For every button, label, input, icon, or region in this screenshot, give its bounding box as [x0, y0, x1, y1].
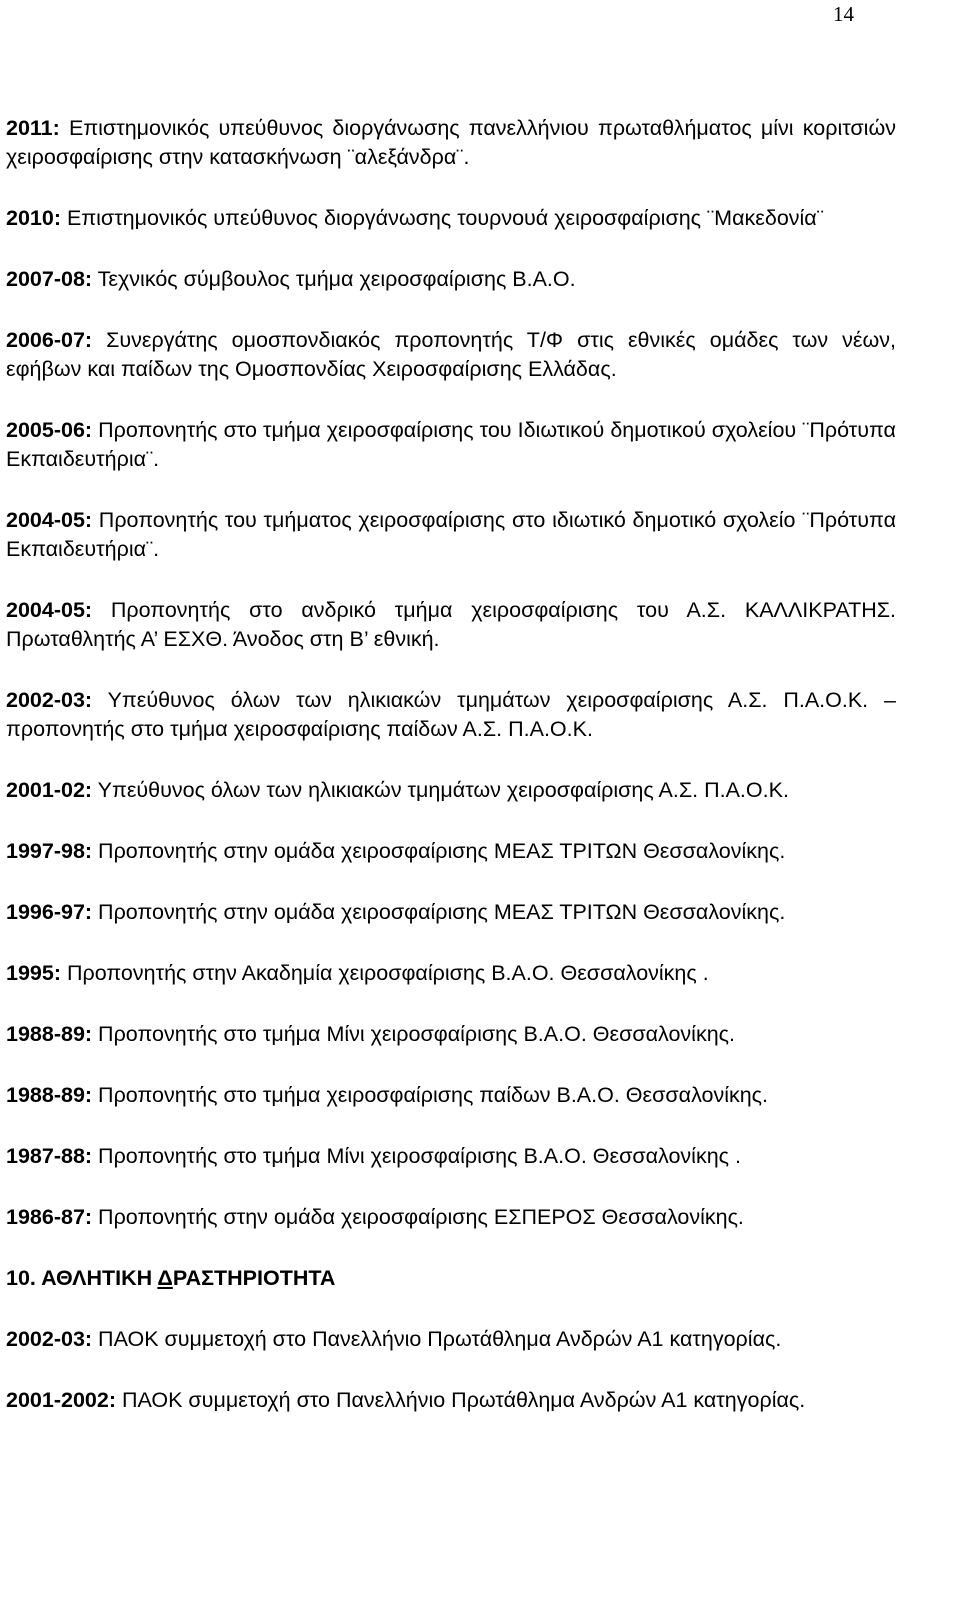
entry-year: 2010:: [6, 206, 61, 230]
entry-year: 1995:: [6, 961, 61, 985]
entry-text: Συνεργάτης ομοσπονδιακός προπονητής Τ/Φ στις εθνικές ομάδες των νέων, εφήβων και παίδων της Ομοσπονδίας Χειροσφαίρισης Ελλάδας.: [6, 328, 896, 381]
section-heading-prefix: 10. ΑΘΛΗΤΙΚΗ: [6, 1266, 158, 1290]
entry-text: Προπονητής στην ομάδα χειροσφαίρισης ΜΕΑΣ ΤΡΙΤΩΝ Θεσσαλονίκης.: [92, 839, 786, 863]
entry-text: Προπονητής στο τμήμα χειροσφαίρισης παίδων Β.Α.Ο. Θεσσαλονίκης.: [92, 1083, 769, 1107]
entry-text: Προπονητής στο τμήμα Μίνι χειροσφαίρισης Β.Α.Ο. Θεσσαλονίκης.: [92, 1022, 735, 1046]
entry-text: Προπονητής στο τμήμα χειροσφαίρισης του Ιδιωτικού δημοτικού σχολείου ¨Πρότυπα Εκπαιδευτήρια¨.: [6, 418, 896, 471]
entry-year: 2011:: [6, 116, 60, 140]
entry-year: 2004-05:: [6, 508, 93, 532]
entry-year: 1988-89:: [6, 1083, 93, 1107]
entry: [6, 506, 896, 564]
entry: [6, 959, 896, 988]
entry-text: Υπεύθυνος όλων των ηλικιακών τμημάτων χειροσφαίρισης Α.Σ. Π.Α.Ο.Κ.: [92, 778, 789, 802]
entry: [6, 416, 896, 474]
entry: [6, 326, 896, 384]
entry-year: 2007-08:: [6, 267, 93, 291]
entry-text: Τεχνικός σύμβουλος τμήμα χειροσφαίρισης Β.Α.Ο.: [92, 267, 576, 291]
entry-year: 2002-03:: [6, 1327, 93, 1351]
entry-text: Προπονητής στο ανδρικό τμήμα χειροσφαίρισης του Α.Σ. ΚΑΛΛΙΚΡΑΤΗΣ. Πρωταθλητής Α’ ΕΣΧΘ. Άνοδος στη Β’ εθνική.: [6, 598, 896, 651]
entry-text: Προπονητής στην Ακαδημία χειροσφαίρισης Β.Α.Ο. Θεσσαλονίκης .: [61, 961, 709, 985]
entry: [6, 1203, 896, 1232]
document-body: [6, 114, 896, 1447]
section-heading-underlined: Δ: [157, 1266, 173, 1290]
entry: [6, 1386, 896, 1415]
entry: [6, 898, 896, 927]
entry-text: Προπονητής στην ομάδα χειροσφαίρισης ΕΣΠΕΡΟΣ Θεσσαλονίκης.: [92, 1205, 744, 1229]
entry: [6, 1081, 896, 1110]
entry-year: 2006-07:: [6, 328, 93, 352]
entry: [6, 596, 896, 654]
entry: [6, 1020, 896, 1049]
entry-year: 2005-06:: [6, 418, 93, 442]
entry-year: 2001-02:: [6, 778, 93, 802]
entry: [6, 1325, 896, 1354]
entry: [6, 204, 896, 233]
entry: [6, 837, 896, 866]
entry: [6, 686, 896, 744]
entry-text: ΠΑΟΚ συμμετοχή στο Πανελλήνιο Πρωτάθλημα Ανδρών Α1 κατηγορίας.: [115, 1388, 806, 1412]
entry: [6, 114, 896, 172]
entry-text: Προπονητής στην ομάδα χειροσφαίρισης ΜΕΑΣ ΤΡΙΤΩΝ Θεσσαλονίκης.: [92, 900, 786, 924]
entry-text: Προπονητής στο τμήμα Μίνι χειροσφαίρισης Β.Α.Ο. Θεσσαλονίκης .: [92, 1144, 741, 1168]
entry-year: 1987-88:: [6, 1144, 93, 1168]
entry-year: 1988-89:: [6, 1022, 93, 1046]
entry: [6, 265, 896, 294]
entry-year: 1996-97:: [6, 900, 93, 924]
entry-year: 2001-2002:: [6, 1388, 116, 1412]
section-heading-suffix: ΡΑΣΤΗΡΙΟΤΗΤΑ: [172, 1266, 336, 1290]
page-number: 14: [833, 2, 854, 26]
entry: [6, 1142, 896, 1171]
coaching-experience-list: [6, 114, 896, 1232]
entry-text: Επιστημονικός υπεύθυνος διοργάνωσης τουρνουά χειροσφαίρισης ¨Μακεδονία¨: [61, 206, 824, 230]
athletic-activity-list: [6, 1325, 896, 1415]
entry-text: Επιστημονικός υπεύθυνος διοργάνωσης πανελλήνιου πρωταθλήματος μίνι κοριτσιών χειροσφαίρισης στην κατασκήνωση ¨αλεξάνδρα¨.: [6, 116, 896, 169]
entry-year: 1997-98:: [6, 839, 93, 863]
entry-text: Υπεύθυνος όλων των ηλικιακών τμημάτων χειροσφαίρισης Α.Σ. Π.Α.Ο.Κ. – προπονητής στο τμήμα χειροσφαίρισης παίδων Α.Σ. Π.Α.Ο.Κ.: [6, 688, 896, 741]
entry-text: Προπονητής του τμήματος χειροσφαίρισης στο ιδιωτικό δημοτικό σχολείο ¨Πρότυπα Εκπαιδευτήρια¨.: [6, 508, 896, 561]
section-heading: [6, 1264, 896, 1293]
entry-year: 2002-03:: [6, 688, 93, 712]
entry-year: 2004-05:: [6, 598, 93, 622]
entry: [6, 776, 896, 805]
entry-text: ΠΑΟΚ συμμετοχή στο Πανελλήνιο Πρωτάθλημα Ανδρών Α1 κατηγορίας.: [92, 1327, 782, 1351]
entry-year: 1986-87:: [6, 1205, 93, 1229]
